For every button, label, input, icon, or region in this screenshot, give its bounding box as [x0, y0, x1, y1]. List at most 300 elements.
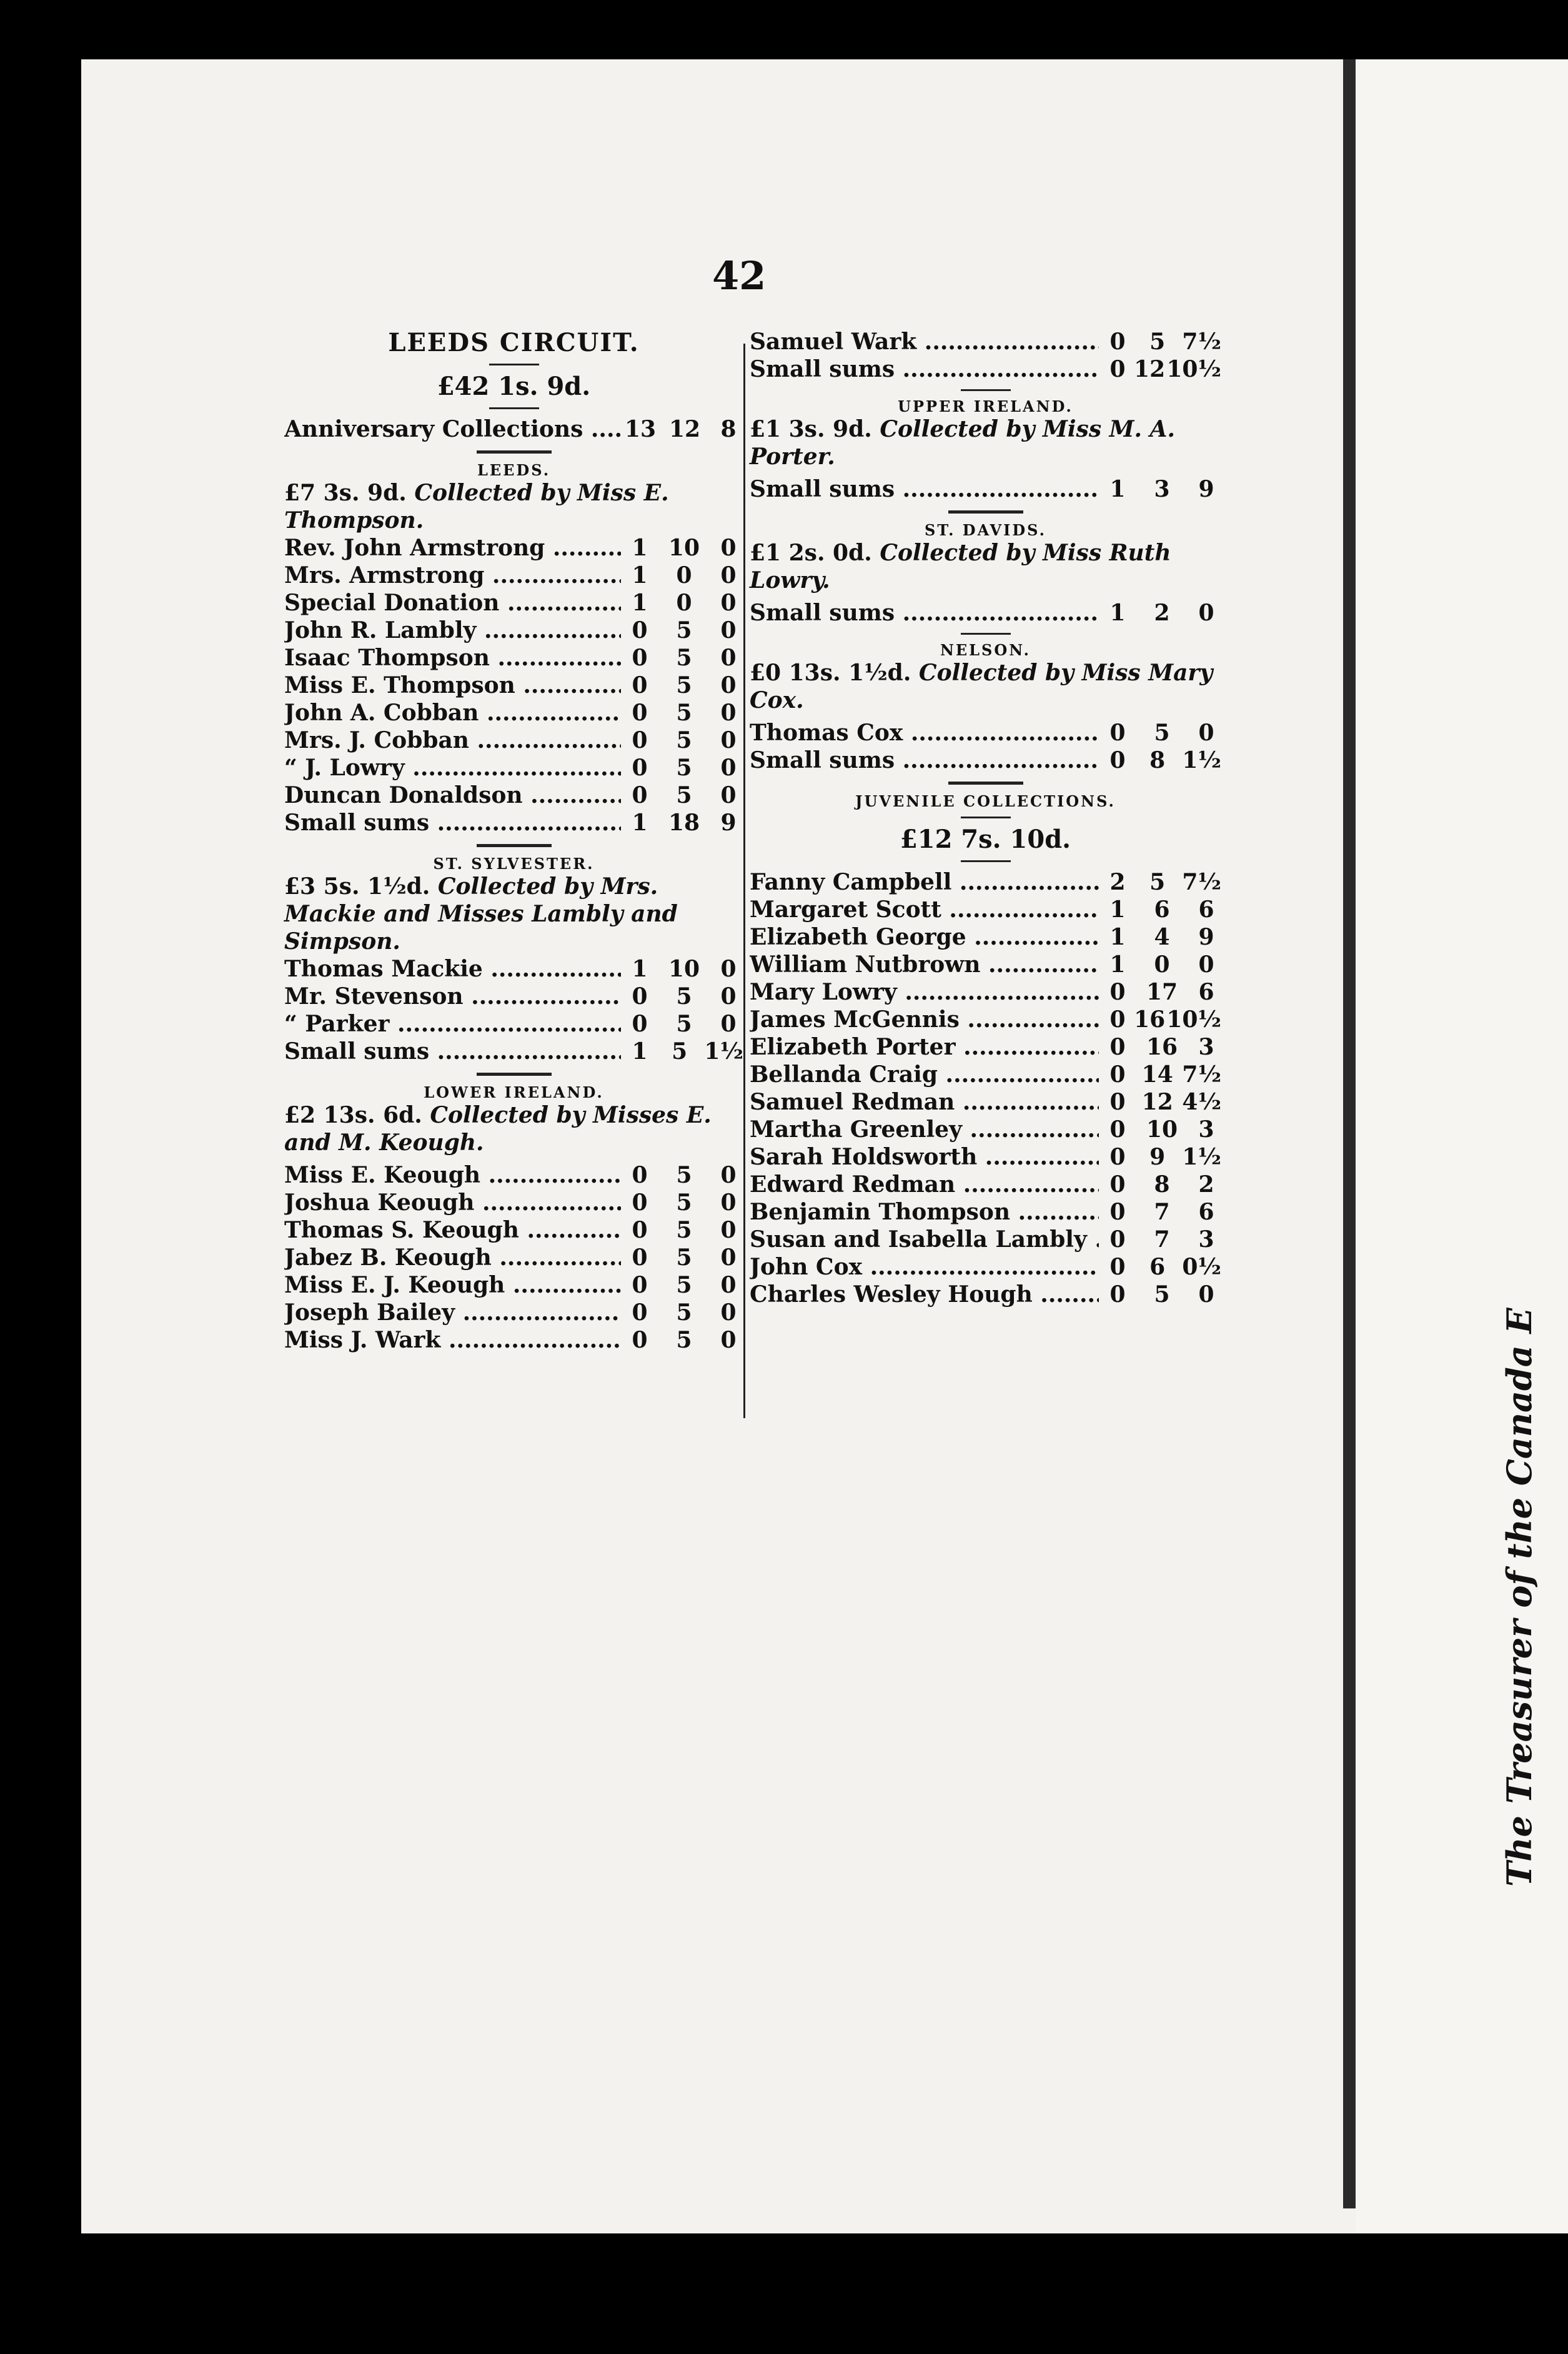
shillings: 14 — [1141, 1061, 1173, 1088]
entry-name: Thomas Cox ..... — [750, 719, 1099, 747]
collection-by: Collected by Misses E. and M. Keough. — [284, 1102, 712, 1156]
pounds: 0 — [632, 1327, 648, 1353]
entry-name: John A. Cobban ..... — [284, 699, 621, 727]
entry-amount — [621, 1010, 743, 1038]
pence: 0 — [720, 1272, 737, 1298]
shillings: 2 — [1154, 600, 1170, 626]
entry-row — [750, 896, 1221, 923]
entry-name: Rev. John Armstrong ..... — [284, 534, 621, 562]
pounds: 1 — [1109, 476, 1126, 502]
pence: 1½ — [1182, 1144, 1221, 1170]
pounds: 1 — [632, 535, 648, 561]
pence: 0 — [1198, 720, 1214, 746]
collection-by: Collected by Miss Mary Cox. — [750, 660, 1213, 713]
entry-amount — [1099, 1088, 1221, 1116]
entry-list — [284, 955, 743, 1065]
entry-amount — [1099, 747, 1221, 774]
pence: 8 — [720, 416, 737, 442]
entry-name: John R. Lambly ..... — [284, 617, 621, 644]
pounds: 0 — [1109, 1034, 1126, 1060]
pounds: 0 — [1109, 1089, 1126, 1115]
entry-row — [284, 782, 743, 809]
collection-by: Collected by Miss Ruth Lowry. — [750, 540, 1171, 593]
entry-row — [750, 1088, 1221, 1116]
entry-name: Miss E. Keough ..... — [284, 1161, 621, 1189]
shillings: 12 — [669, 416, 701, 442]
entry-amount — [1099, 1006, 1221, 1033]
divider — [477, 1073, 552, 1076]
pence: 0 — [720, 755, 737, 781]
entry-amount — [1099, 719, 1221, 747]
entry-name: Small sums ..... — [750, 355, 1099, 383]
pounds: 0 — [1109, 1116, 1126, 1143]
pence: 0 — [720, 956, 737, 982]
entry-amount — [621, 809, 743, 837]
entry-row — [750, 1143, 1221, 1171]
entry-amount — [1099, 1116, 1221, 1143]
pounds: 0 — [632, 727, 648, 753]
entry-amount — [1099, 896, 1221, 923]
entry-name: “ J. Lowry ..... — [284, 754, 621, 782]
entry-amount — [621, 1189, 743, 1216]
entry-row — [750, 978, 1221, 1006]
pounds: 0 — [632, 782, 648, 808]
shillings: 5 — [676, 617, 692, 643]
pence: 10½ — [1166, 1006, 1221, 1033]
pence: 9 — [720, 810, 737, 836]
entry-amount — [621, 1326, 743, 1354]
entry-row — [284, 699, 743, 727]
pence: 9 — [1198, 924, 1214, 950]
entry-name: Joseph Bailey ..... — [284, 1299, 621, 1326]
pounds: 0 — [1109, 747, 1126, 773]
pence: 0 — [1198, 1281, 1214, 1308]
left-column — [284, 328, 743, 1354]
pence: 0 — [720, 1244, 737, 1271]
divider — [948, 782, 1023, 785]
entry-name: Small sums ..... — [284, 1038, 621, 1065]
entry-row — [750, 328, 1221, 355]
shillings: 5 — [676, 1272, 692, 1298]
pence: 3 — [1198, 1034, 1214, 1060]
entry-name: Jabez B. Keough ..... — [284, 1244, 621, 1271]
entry-name: Martha Greenley ..... — [750, 1116, 1099, 1143]
entry-row — [284, 983, 743, 1010]
shillings: 5 — [676, 1162, 692, 1188]
entry-row — [750, 1033, 1221, 1061]
entry-name: Small sums ..... — [750, 599, 1099, 627]
entry-row — [284, 534, 743, 562]
shillings: 5 — [1154, 1281, 1170, 1308]
entry-row — [284, 1010, 743, 1038]
divider — [948, 510, 1023, 514]
shillings: 6 — [1154, 896, 1170, 923]
pounds: 0 — [632, 1272, 648, 1298]
pence: 0 — [720, 700, 737, 726]
entry-name: Elizabeth Porter ..... — [750, 1033, 1099, 1061]
spacer — [750, 470, 1221, 475]
entry-name: Samuel Redman ..... — [750, 1088, 1099, 1116]
entry-row — [750, 1061, 1221, 1088]
pence: 7½ — [1182, 869, 1221, 895]
entry-amount — [621, 983, 743, 1010]
pence: 0 — [720, 1162, 737, 1188]
shillings: 8 — [1154, 1171, 1170, 1198]
collection-sum: £1 2s. 0d. — [750, 540, 872, 566]
entry-amount — [621, 1216, 743, 1244]
shillings: 10 — [668, 956, 700, 982]
pounds: 0 — [632, 1162, 648, 1188]
entry-list — [284, 534, 743, 837]
pence: 0 — [720, 1217, 737, 1243]
shillings: 16 — [1134, 1006, 1166, 1033]
shillings: 12 — [1134, 356, 1166, 382]
entry-row — [750, 923, 1221, 951]
entry-name: Mrs. J. Cobban ..... — [284, 727, 621, 754]
pence: 0 — [720, 1011, 737, 1037]
entry-row — [284, 955, 743, 983]
divider — [477, 844, 552, 847]
pounds: 0 — [632, 645, 648, 671]
entry-row — [284, 1299, 743, 1326]
entry-name: Miss J. Wark ..... — [284, 1326, 621, 1354]
shillings: 0 — [676, 590, 692, 616]
divider — [961, 389, 1011, 391]
entry-name: Isaac Thompson ..... — [284, 644, 621, 672]
pence: 0 — [720, 1327, 737, 1353]
entry-amount — [1099, 1226, 1221, 1253]
entry-list — [750, 599, 1221, 627]
entry-amount — [1099, 923, 1221, 951]
collection-sum: £2 13s. 6d. — [284, 1102, 422, 1128]
section-title-leeds: LEEDS. — [477, 461, 551, 479]
section-title-lower-ireland: LOWER IRELAND. — [424, 1083, 604, 1101]
facing-page — [1356, 59, 1568, 2233]
entry-amount — [1099, 328, 1221, 355]
entry-row — [284, 1326, 743, 1354]
pence: 3 — [1198, 1116, 1214, 1143]
entry-amount — [1099, 1143, 1221, 1171]
pounds: 0 — [1109, 1061, 1126, 1088]
shillings: 3 — [1154, 476, 1170, 502]
pounds: 1 — [632, 810, 648, 836]
entry-row — [284, 672, 743, 699]
entry-list — [750, 475, 1221, 503]
divider — [961, 633, 1011, 635]
collection-line — [284, 1101, 743, 1156]
pounds: 0 — [632, 1011, 648, 1037]
pounds: 0 — [1109, 1144, 1126, 1170]
pounds: 0 — [632, 755, 648, 781]
pounds: 0 — [1109, 1199, 1126, 1225]
entry-name: John Cox ..... — [750, 1253, 1099, 1281]
pence: 0 — [720, 983, 737, 1010]
entry-amount — [1099, 1171, 1221, 1198]
pence: 6 — [1198, 1199, 1214, 1225]
entry-amount — [621, 589, 743, 617]
entry-row — [750, 1253, 1221, 1281]
shillings: 5 — [676, 983, 692, 1010]
pence: 1½ — [1182, 747, 1221, 773]
entry-row — [284, 1244, 743, 1271]
shillings: 12 — [1141, 1089, 1173, 1115]
shillings: 5 — [1154, 720, 1170, 746]
entry-row — [750, 719, 1221, 747]
section-title-st-sylvester: ST. SYLVESTER. — [433, 855, 595, 873]
pounds: 13 — [625, 416, 657, 442]
pence: 0 — [1198, 951, 1214, 978]
pounds: 0 — [632, 1244, 648, 1271]
shillings: 5 — [676, 1217, 692, 1243]
shillings: 5 — [676, 1244, 692, 1271]
shillings: 5 — [676, 700, 692, 726]
section-title-upper-ireland: UPPER IRELAND. — [898, 397, 1073, 415]
entry-row — [284, 1161, 743, 1189]
juvenile-total: £12 7s. 10d. — [900, 825, 1071, 854]
entry-name: Bellanda Craig ..... — [750, 1061, 1099, 1088]
entry-row — [284, 1216, 743, 1244]
divider — [477, 450, 552, 454]
entry-row — [750, 1116, 1221, 1143]
collection-sum: £3 5s. 1½d. — [284, 873, 430, 900]
entry-row — [750, 747, 1221, 774]
pounds: 0 — [632, 1189, 648, 1216]
entry-amount — [621, 672, 743, 699]
divider — [961, 860, 1011, 862]
entry-name: Thomas S. Keough ..... — [284, 1216, 621, 1244]
entry-row — [750, 1281, 1221, 1308]
entry-list — [750, 328, 1221, 383]
shillings: 6 — [1149, 1254, 1166, 1280]
entry-amount — [1099, 355, 1221, 383]
pounds: 0 — [632, 1217, 648, 1243]
entry-row — [284, 1271, 743, 1299]
anniversary-row — [284, 415, 743, 443]
pounds: 1 — [632, 562, 648, 588]
pence: 4½ — [1182, 1089, 1221, 1115]
entry-row — [750, 1171, 1221, 1198]
section-title-nelson: NELSON. — [940, 641, 1031, 659]
pounds: 0 — [1109, 1254, 1126, 1280]
shillings: 10 — [1146, 1116, 1178, 1143]
collection-by: Collected by Miss E. Thompson. — [284, 480, 669, 534]
entry-name: Small sums ..... — [284, 809, 621, 837]
pounds: 0 — [632, 983, 648, 1010]
entry-list — [750, 719, 1221, 774]
entry-row — [284, 809, 743, 837]
section-title-st-davids: ST. DAVIDS. — [925, 521, 1046, 539]
shillings: 5 — [676, 1299, 692, 1326]
entry-amount — [621, 562, 743, 589]
entry-amount — [621, 1038, 743, 1065]
pence: 0 — [720, 645, 737, 671]
pence: 0 — [720, 562, 737, 588]
pence: 0 — [720, 727, 737, 753]
entry-amount — [621, 1299, 743, 1326]
entry-amount — [621, 754, 743, 782]
section-title-juvenile: JUVENILE COLLECTIONS. — [855, 792, 1116, 810]
pence: 0 — [720, 1189, 737, 1216]
facing-page-text: The Treasurer of the Canada E — [1499, 1308, 1539, 1887]
divider — [489, 407, 539, 409]
shillings: 5 — [672, 1038, 688, 1065]
shillings: 5 — [676, 782, 692, 808]
entry-amount — [1099, 599, 1221, 627]
pounds: 0 — [632, 617, 648, 643]
entry-name: Joshua Keough ..... — [284, 1189, 621, 1216]
pence: 1½ — [704, 1038, 743, 1065]
collection-line — [750, 659, 1221, 714]
pounds: 0 — [1109, 1226, 1126, 1253]
pounds: 0 — [1109, 1006, 1126, 1033]
entry-name: Thomas Mackie ..... — [284, 955, 621, 983]
entry-row — [750, 599, 1221, 627]
pence: 0 — [720, 590, 737, 616]
entry-amount — [621, 644, 743, 672]
entry-name: Miss E. J. Keough ..... — [284, 1271, 621, 1299]
entry-amount — [621, 617, 743, 644]
collection-line — [284, 479, 743, 534]
entry-amount — [621, 1271, 743, 1299]
entry-name: Duncan Donaldson ..... — [284, 782, 621, 809]
pence: 0 — [720, 672, 737, 698]
entry-amount — [621, 955, 743, 983]
shillings: 16 — [1146, 1034, 1178, 1060]
entry-amount — [621, 699, 743, 727]
entry-name: James McGennis ..... — [750, 1006, 1099, 1033]
pence: 0 — [720, 535, 737, 561]
pence: 7½ — [1182, 1061, 1221, 1088]
circuit-title: LEEDS CIRCUIT. — [388, 328, 640, 357]
entry-amount — [1099, 978, 1221, 1006]
spacer — [284, 1156, 743, 1161]
entry-amount — [1099, 1198, 1221, 1226]
pence: 0½ — [1182, 1254, 1221, 1280]
entry-row — [284, 727, 743, 754]
entry-name: Edward Redman ..... — [750, 1171, 1099, 1198]
spacer — [750, 594, 1221, 599]
entry-amount — [1099, 475, 1221, 503]
pounds: 0 — [632, 700, 648, 726]
entry-list — [284, 1161, 743, 1354]
entry-row — [284, 589, 743, 617]
entry-row — [284, 754, 743, 782]
entry-row — [750, 868, 1221, 896]
shillings: 10 — [668, 535, 700, 561]
entry-row — [750, 1198, 1221, 1226]
shillings: 18 — [668, 810, 700, 836]
entry-name: Benjamin Thompson ..... — [750, 1198, 1099, 1226]
shillings: 5 — [676, 1011, 692, 1037]
collection-by: Collected by Miss M. A. Porter. — [750, 416, 1176, 470]
pounds: 0 — [1109, 356, 1126, 382]
shillings: 5 — [676, 1327, 692, 1353]
entry-row — [284, 562, 743, 589]
entry-row — [284, 644, 743, 672]
pounds: 1 — [1109, 896, 1126, 923]
collection-line — [750, 539, 1221, 594]
entry-name: Mrs. Armstrong ..... — [284, 562, 621, 589]
shillings: 5 — [676, 1189, 692, 1216]
pounds: 0 — [1109, 720, 1126, 746]
entry-row — [750, 951, 1221, 978]
entry-row — [284, 1189, 743, 1216]
shillings: 5 — [1149, 869, 1166, 895]
entry-name: Mr. Stevenson ..... — [284, 983, 621, 1010]
pence: 0 — [1198, 600, 1214, 626]
pence: 9 — [1198, 476, 1214, 502]
shillings: 17 — [1146, 979, 1178, 1005]
entry-name: Mary Lowry ..... — [750, 978, 1099, 1006]
pence: 0 — [720, 1299, 737, 1326]
entry-name: Margaret Scott ..... — [750, 896, 1099, 923]
entry-row — [750, 1006, 1221, 1033]
page-number: 42 — [712, 253, 767, 299]
shillings: 7 — [1154, 1199, 1170, 1225]
entry-amount — [621, 727, 743, 754]
entry-amount — [621, 1161, 743, 1189]
collection-sum: £7 3s. 9d. — [284, 480, 407, 506]
collection-sum: £1 3s. 9d. — [750, 416, 872, 442]
pence: 7½ — [1182, 329, 1221, 355]
divider — [961, 817, 1011, 818]
pounds: 0 — [1109, 329, 1126, 355]
pounds: 1 — [632, 1038, 648, 1065]
pounds: 1 — [1109, 924, 1126, 950]
shillings: 9 — [1149, 1144, 1166, 1170]
entry-name: Sarah Holdsworth ..... — [750, 1143, 1099, 1171]
entry-amount — [1099, 951, 1221, 978]
shillings: 5 — [676, 755, 692, 781]
right-column — [750, 328, 1221, 1308]
pence: 3 — [1198, 1226, 1214, 1253]
entry-name: Anniversary Collections ..... — [284, 415, 621, 443]
collection-line — [284, 873, 743, 955]
page-edge — [1343, 59, 1356, 2208]
entry-row — [750, 475, 1221, 503]
shillings: 5 — [1149, 329, 1166, 355]
divider — [489, 364, 539, 365]
shillings: 0 — [1154, 951, 1170, 978]
entry-amount — [1099, 868, 1221, 896]
entry-name: Fanny Campbell ..... — [750, 868, 1099, 896]
shillings: 5 — [676, 727, 692, 753]
entry-amount — [1099, 1281, 1221, 1308]
shillings: 0 — [676, 562, 692, 588]
entry-row — [284, 1038, 743, 1065]
entry-list — [750, 868, 1221, 1308]
collection-by: Collected by Mrs. Mackie and Misses Lambly and Simpson. — [284, 873, 678, 955]
entry-name: Small sums ..... — [750, 747, 1099, 774]
entry-amount — [621, 534, 743, 562]
entry-amount — [1099, 1253, 1221, 1281]
entry-name: Special Donation ..... — [284, 589, 621, 617]
entry-name: Susan and Isabella Lambly ..... — [750, 1226, 1099, 1253]
pence: 0 — [720, 617, 737, 643]
entry-name: Charles Wesley Hough ..... — [750, 1281, 1099, 1308]
pounds: 0 — [1109, 1281, 1126, 1308]
entry-name: Small sums ..... — [750, 475, 1099, 503]
pounds: 0 — [632, 672, 648, 698]
pence: 2 — [1198, 1171, 1214, 1198]
spacer — [750, 714, 1221, 719]
pounds: 1 — [1109, 600, 1126, 626]
pence: 0 — [720, 782, 737, 808]
shillings: 7 — [1154, 1226, 1170, 1253]
circuit-total: £42 1s. 9d. — [437, 372, 591, 401]
shillings: 5 — [676, 645, 692, 671]
entry-row — [284, 617, 743, 644]
